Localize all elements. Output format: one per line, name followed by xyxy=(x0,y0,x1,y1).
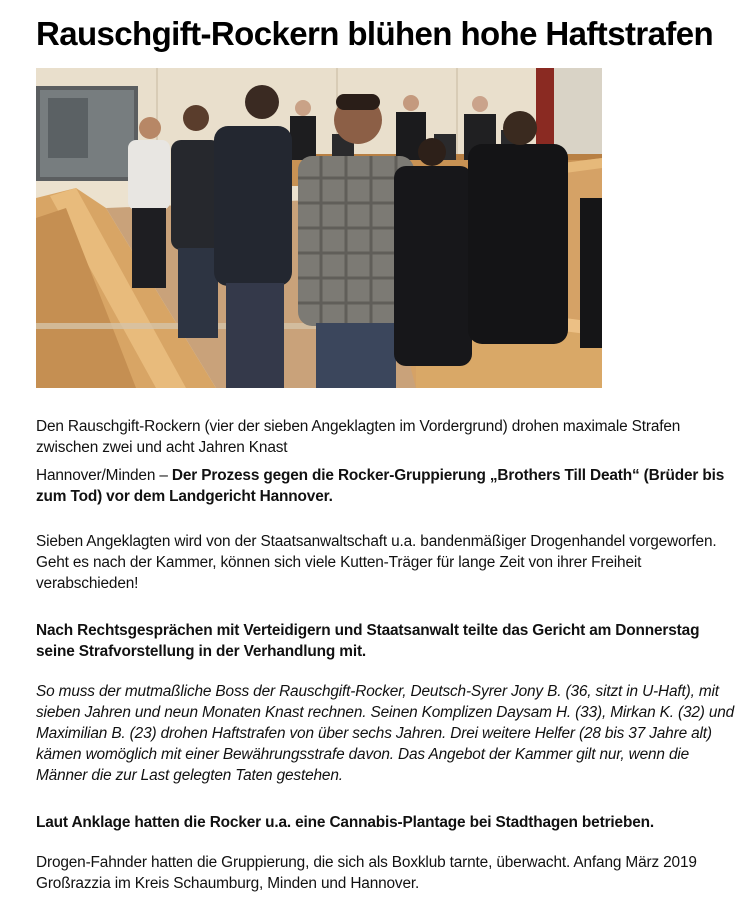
lead-bold-text: Der Prozess gegen die Rocker-Gruppierung „Brothers Till Death“ (Brüder bis zum Tod) vor dem Landgericht Hannover. xyxy=(36,467,725,505)
article-lead xyxy=(36,465,741,507)
paragraph-3: Drogen-Fahnder hatten die Gruppierung, die sich als Boxklub tarnte, überwacht. Anfang März 2019 Großrazzia im Kreis Schaumburg, Minden und Hannover. xyxy=(36,854,697,892)
courtroom-photo xyxy=(36,68,602,388)
paragraph-2: So muss der mutmaßliche Boss der Rauschgift-Rocker, Deutsch-Syrer Jony B. (36, sitzt in U-Haft), mit sieben Jahren und neun Monaten Knast rechnen. Seinen Komplizen Daysam H. (33), Mirkan K. (32) und Maximilian B. (23) drohen Haftstrafen von über sechs Jahren. Drei weitere Helfer (28 bis 37 Jahre alt) kämen womöglich mit einer Bewährungsstrafe davon. Das Angebot der Kammer gilt nur, wenn die Männer die zur Last gelegten Taten gestehen. xyxy=(36,683,735,784)
subheading-1: Nach Rechtsgesprächen mit Verteidigern und Staatsanwalt teilte das Gericht am Donnerstag seine Strafvorstellung in der Verhandlung mit. xyxy=(36,622,700,660)
article-headline: Rauschgift-Rockern blühen hohe Haftstrafen xyxy=(36,15,714,52)
lead-location: Hannover/Minden – xyxy=(36,467,172,484)
paragraph-1: Sieben Angeklagten wird von der Staatsanwaltschaft u.a. bandenmäßiger Drogenhandel vorgeworfen. Geht es nach der Kammer, können sich viele Kutten-Träger für lange Zeit von ihrer Freiheit verabschieden! xyxy=(36,533,717,592)
photo-caption: Den Rauschgift-Rockern (vier der sieben Angeklagten im Vordergrund) drohen maximale Strafen zwischen zwei und acht Jahren Knast xyxy=(36,418,681,456)
subheading-2: Laut Anklage hatten die Rocker u.a. eine Cannabis-Plantage bei Stadthagen betrieben. xyxy=(36,814,654,831)
